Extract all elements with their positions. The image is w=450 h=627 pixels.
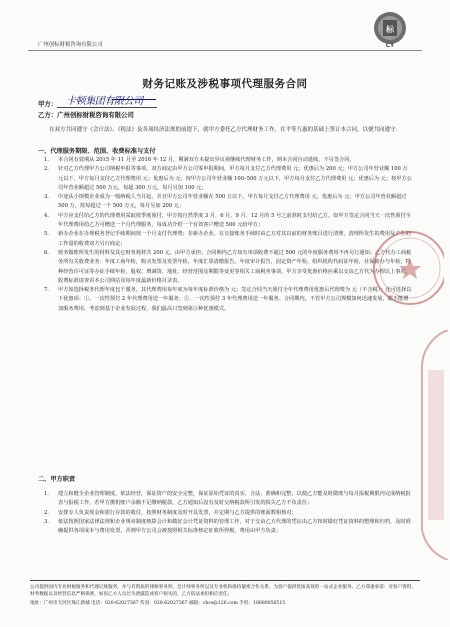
clause-item (38, 249, 412, 286)
svg-text:CY: CY (385, 42, 395, 49)
clause-item (38, 230, 412, 249)
clause-number: 4. (44, 212, 49, 219)
clause-number: 2. (44, 509, 49, 516)
clause-number: 2. (44, 166, 49, 173)
document-footer (30, 580, 420, 607)
party-a-strikethrough (112, 99, 156, 100)
footer-contact: 地址：广州市天河区珠江新城 电话：020-62027367 传真：020-62027367 邮箱：cbcs@126.com 手机：18680056515 (30, 600, 286, 606)
contract-intro: 在双方共同遵守《会计法》、《税法》及各项经济法规的前提下，就甲方委托乙方代理财务工作，在平等互惠的基础上签订本合同，以便共同遵守： (49, 127, 402, 133)
clause-text: 安排专人负责现金和银行存款的收付，按照财务制度及时开具发票，并定期与乙方提供的账面数相核对； (58, 509, 297, 516)
clause-item (38, 509, 412, 518)
clause-text: 针对乙方代理甲方公司纳税申报等事项，双方商定由甲方公司零申报期间，甲方每月支付乙方代理费用 元；优惠后为 200 元；甲方公司年营业额 100 万元以下，甲方每月支付乙方代理费用 元；优惠后为 元；按甲方公司年营业额 100–500 万元以下，甲方每月支付乙方代理费用 元；优惠后为 元；按甲方公司年营业额超过 500 万元，每超 300 万元，每月另加 100 元； (58, 166, 412, 191)
clause-number: 1. (44, 491, 49, 497)
clause-number: 1. (44, 157, 49, 163)
clause-text: 中途从小规模企业成为一般纳税人当月起，并且甲方公司年营业额在 500 万以下，甲方每月支付乙方代理费用 元，优惠后为 元；甲方公司年营业额超过 500 万，按每超过一个 500 万元，每月另加 200 元； (58, 194, 407, 210)
party-a-label: 甲方： (38, 100, 58, 108)
clause-item (38, 518, 412, 537)
clause-number: 5. (44, 231, 49, 238)
party-b-label: 乙方： (38, 111, 58, 119)
party-b-line (38, 110, 134, 119)
clause-item (38, 193, 412, 212)
company-logo-icon (368, 8, 412, 50)
clause-text: 依法按照国家法律法规和企业规章制度核算会计和做好会计凭证资料的管理工作，对于交由乙方代理的凭证由乙方按时做好凭证资料的整理和归档，及时准确提供各项成本与费用发票，否则甲方公司会被按照相关标准核定征收所得税，费用由甲方负责； (58, 518, 411, 535)
clause-item (38, 156, 412, 165)
header-divider (28, 50, 422, 51)
clause-number: 6. (44, 249, 49, 256)
clause-number: 3. (44, 194, 49, 201)
clause-text: 本合同有效期从 2015 年 11 月至 2016 年 12 月，期满双方未提出异议视继续代理财务工作，则本合同自动延续，不另签合同。 (58, 157, 355, 163)
section-2-items (38, 490, 412, 536)
company-seal-stamp (364, 228, 444, 308)
clause-item (38, 286, 412, 314)
clause-text: 新办企业在办理税务登记手续期间按一个月支付代理费；非新办企业，在交接账务手续时由乙方对其以前的财务账目进行清理，清理所发生的费用及产生的工作量的收费双方另行商定； (58, 231, 411, 247)
clause-text: 建立和健全企业管理制度，依法经营，保证资产的安全完整，保证原始凭证的真实、合法、准确和完整，以便乙方能及时做账与每月报税期限内完成纳税报表与报税工作，若甲方携机账户余额不足缴纳税款，乙方通知后没有及时交纳税款所引发的损失乙方不负责任； (58, 491, 411, 507)
clause-text: 甲方应支付给乙方的代理费用采取按季度预付，甲方按自然季度 3 月、6 月、9 月、12 月的 5 号之前准时支付给乙方。如甲方签定合同当天一次性预付全年代理费用给乙方可赠送一个月代理服务，每成功介绍一个有效客户赠送 500 元给甲方； (58, 212, 411, 229)
clause-number: 7. (44, 287, 49, 294)
section-2-title: 二、甲方职责 (38, 476, 76, 483)
section-1-title: 一、代理服务期限、范围、收费标准与支付 (38, 148, 156, 155)
clause-item (38, 490, 412, 509)
svg-text:标: 标 (386, 25, 394, 34)
contract-title: 财务记账及涉税事项代理服务合同 (142, 78, 308, 90)
footer-disclaimer: 公司提供国内专业财税服务和代理记账服务，并与有资质的律师事务所、会计师事务所以及专业机构保持紧密合作关系，为客户提供优质高效的一站式企业服务。乙方郑重承诺：对客户资料、财务数据以及经营信息严格保密，如因乙方人员过失泄露造成客户损失的，乙方依法承担相应责任。 (30, 585, 416, 598)
clause-item (38, 212, 412, 231)
clause-text: 甲方如选择税务代理年度包干服务，其代理费用每年度为每年度标准价格为 元；签定合同当天预付全年代理费用优惠后代理费为 元（不含税）；还可选择以下优惠项：①、一次性预付 2 年代理费用送一年服务；②、一次性预付 3 年代理费用送一年服务。合同期内，不管甲方公司规模如何迅速发展，都不能增加服务费用。考虑到基于企业发展过程，我们最高只签到第③种优惠模式。 (58, 287, 412, 312)
clause-number: 3. (44, 518, 49, 525)
clause-text: 财务做账所发生的材料及其它财务耗材共 200 元，由甲方承担；合同期内乙方如有单项收费不超过 500 元的年度服务费用不再另行通知；乙方代办工商税务所有关收费业务：年度工商年检，购买发票及发票年检，年度汇算清缴报告，年度审计报告，固定资产年检，组织机构代码证年检，社保新办与年检，特种经营许可证等办证手续年检，股权、增减资、地址、经营范围及期限等变更等相关工商税务事项，甲方享受优惠价格应乘以交由乙方代为办理以上事项，收费标准请查看本公司网站及每年度最新价格目录表。 (58, 249, 412, 284)
party-b-name: 广州创标财税咨询有限公司 (57, 111, 134, 119)
section-1-items (38, 156, 412, 314)
company-header: 广州创标财税咨询有限公司 (38, 42, 103, 48)
seam-seal-stamp (392, 330, 448, 560)
party-a-handwritten-name: 卡顿集团有限公司 (66, 96, 143, 107)
clause-item (38, 165, 412, 193)
